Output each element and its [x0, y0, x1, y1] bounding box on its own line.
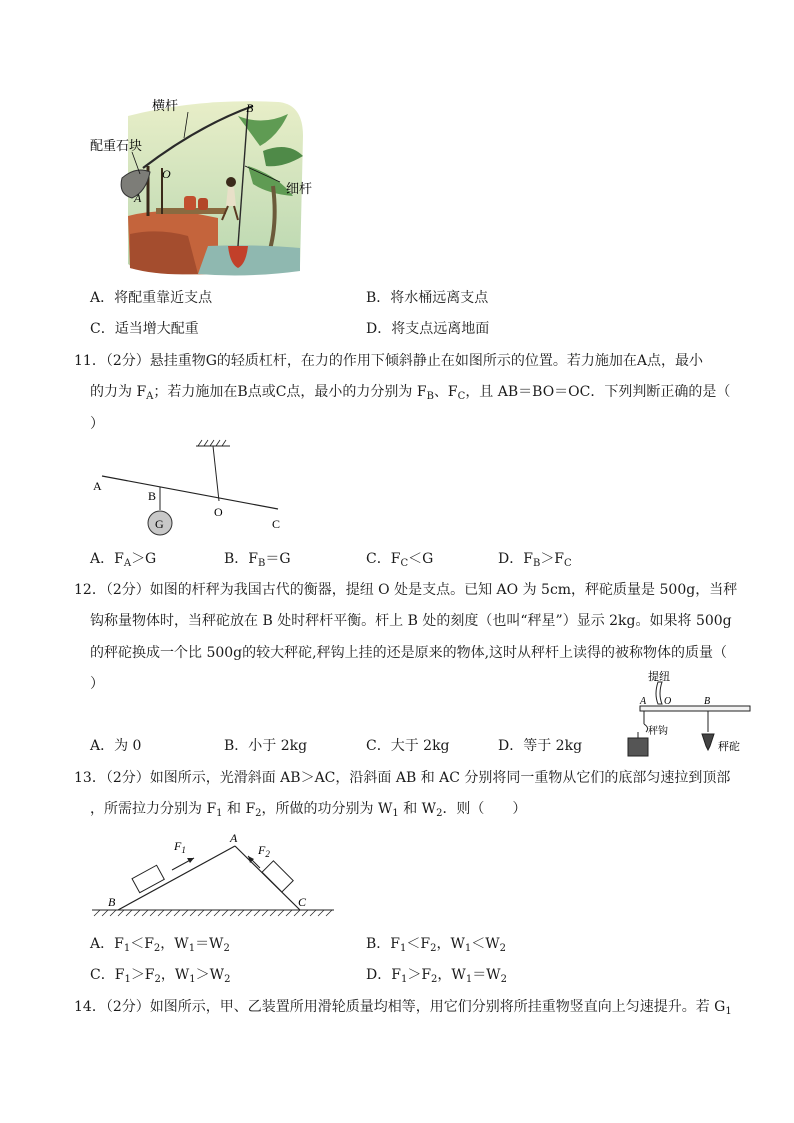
- q12-option-d[interactable]: D．等于 2kg: [498, 738, 583, 754]
- q12-stem-line1: 12．（2分）如图的杆秤为我国古代的衡器，提纽 O 处是支点。已知 AO 为 5cm，秤砣质量是 500g，当秤: [74, 582, 738, 598]
- f2-label: $F_2$: [258, 843, 270, 859]
- weighed-object: [628, 738, 648, 756]
- q12-figure: [618, 666, 754, 762]
- weight-g-label: G: [155, 517, 164, 531]
- point-o-label: O: [162, 167, 171, 181]
- q12-option-b[interactable]: B．小于 2kg: [224, 738, 308, 754]
- q11-stem-line1: 11．（2分）悬挂重物G的轻质杠杆，在力的作用下倾斜静止在如图所示的位置。若力施加在A点，最小: [74, 353, 704, 369]
- knob-label: 提纽: [648, 671, 670, 683]
- lever-diagram: [88, 438, 298, 538]
- q13-stem-line1: 13．（2分）如图所示，光滑斜面 AB＞AC，沿斜面 AB 和 AC 分别将同一重物从它们的底部匀速拉到顶部: [74, 770, 731, 786]
- crossbar-label: 横杆: [152, 98, 179, 113]
- q11-figure: [88, 438, 298, 538]
- q10-option-b[interactable]: B．将水桶远离支点: [366, 290, 489, 306]
- q13-stem-line2: ，所需拉力分别为 $F_1$ 和 $F_2$，所做的功分别为 $W_1$ 和 $W_2$．则（ ）: [90, 801, 527, 819]
- q10-figure: [88, 96, 348, 281]
- point-c-label: C: [298, 895, 307, 909]
- incline-diagram: [90, 830, 336, 922]
- well-sweep-illustration: [88, 96, 348, 281]
- q12-option-c[interactable]: C．大于 2kg: [366, 738, 450, 754]
- q11-option-d[interactable]: D．$F_B>F_C$: [498, 551, 572, 569]
- point-b-label: B: [704, 696, 711, 707]
- point-b-label: B: [108, 895, 116, 909]
- thin-rod-label: 细杆: [286, 181, 313, 196]
- q13-option-d[interactable]: D．$F_1>F_2$，$W_1=W_2$: [366, 967, 507, 985]
- point-b-label: B: [246, 101, 254, 115]
- point-a-label: A: [640, 696, 647, 707]
- point-b-label: B: [148, 489, 157, 503]
- q12-stem-line3: 的秤砣换成一个比 500g的较大秤砣,秤钩上挂的还是原来的物体,这时从秤杆上读得的被称物体的质量（: [90, 645, 728, 661]
- sliding-weight: [702, 734, 714, 750]
- q11-option-b[interactable]: B．$F_B=G$: [224, 551, 291, 569]
- steelyard-diagram: [618, 666, 754, 762]
- point-a-label: A: [230, 831, 238, 845]
- q12-stem-line2: 钩称量物体时，当秤砣放在 B 处时秤杆平衡。杆上 B 处的刻度（也叫“秤星”）显示 2kg。如果将 500g: [90, 613, 732, 629]
- counterweight-label: 配重石块: [90, 138, 143, 153]
- q14-stem-line1: 14．（2分）如图所示，甲、乙装置所用滑轮质量均相等，用它们分别将所挂重物竖直向上匀速提升。若 $G_1$: [74, 999, 732, 1017]
- block-on-ab: [132, 865, 164, 892]
- point-o-label: O: [664, 696, 672, 707]
- point-o-label: O: [214, 505, 223, 519]
- q13-option-b[interactable]: B．$F_1<F_2$，$W_1<W_2$: [366, 936, 507, 954]
- point-a-label: A: [134, 191, 142, 205]
- block-on-ac: [262, 861, 293, 892]
- q11-option-a[interactable]: A．$F_A>G$: [90, 551, 157, 569]
- hook-label: 秤钩: [648, 726, 668, 737]
- q13-option-c[interactable]: C．$F_1>F_2$，$W_1>W_2$: [90, 967, 231, 985]
- q10-option-c[interactable]: C．适当增大配重: [90, 321, 199, 337]
- point-a-label: A: [93, 479, 102, 493]
- q13-option-a[interactable]: A．$F_1<F_2$，$W_1=W_2$: [90, 936, 230, 954]
- f1-label: $F_1$: [174, 839, 186, 855]
- point-c-label: C: [272, 517, 281, 531]
- q10-option-a[interactable]: A．将配重靠近支点: [90, 290, 213, 306]
- q11-option-c[interactable]: C．$F_C<G$: [366, 551, 434, 569]
- q11-stem-line2: 的力为 $F_A$；若力施加在B点或C点，最小的力分别为 $F_B$、$F_C$，且 AB＝BO＝OC．下列判断正确的是（: [90, 384, 731, 402]
- q12-stem-line4: ）: [90, 676, 104, 692]
- q13-figure: [90, 830, 336, 922]
- weight-label: 秤砣: [718, 741, 740, 753]
- q11-stem-line3: ）: [90, 416, 104, 432]
- q12-option-a[interactable]: A．为 0: [90, 738, 142, 754]
- q10-option-d[interactable]: D．将支点远离地面: [366, 321, 490, 337]
